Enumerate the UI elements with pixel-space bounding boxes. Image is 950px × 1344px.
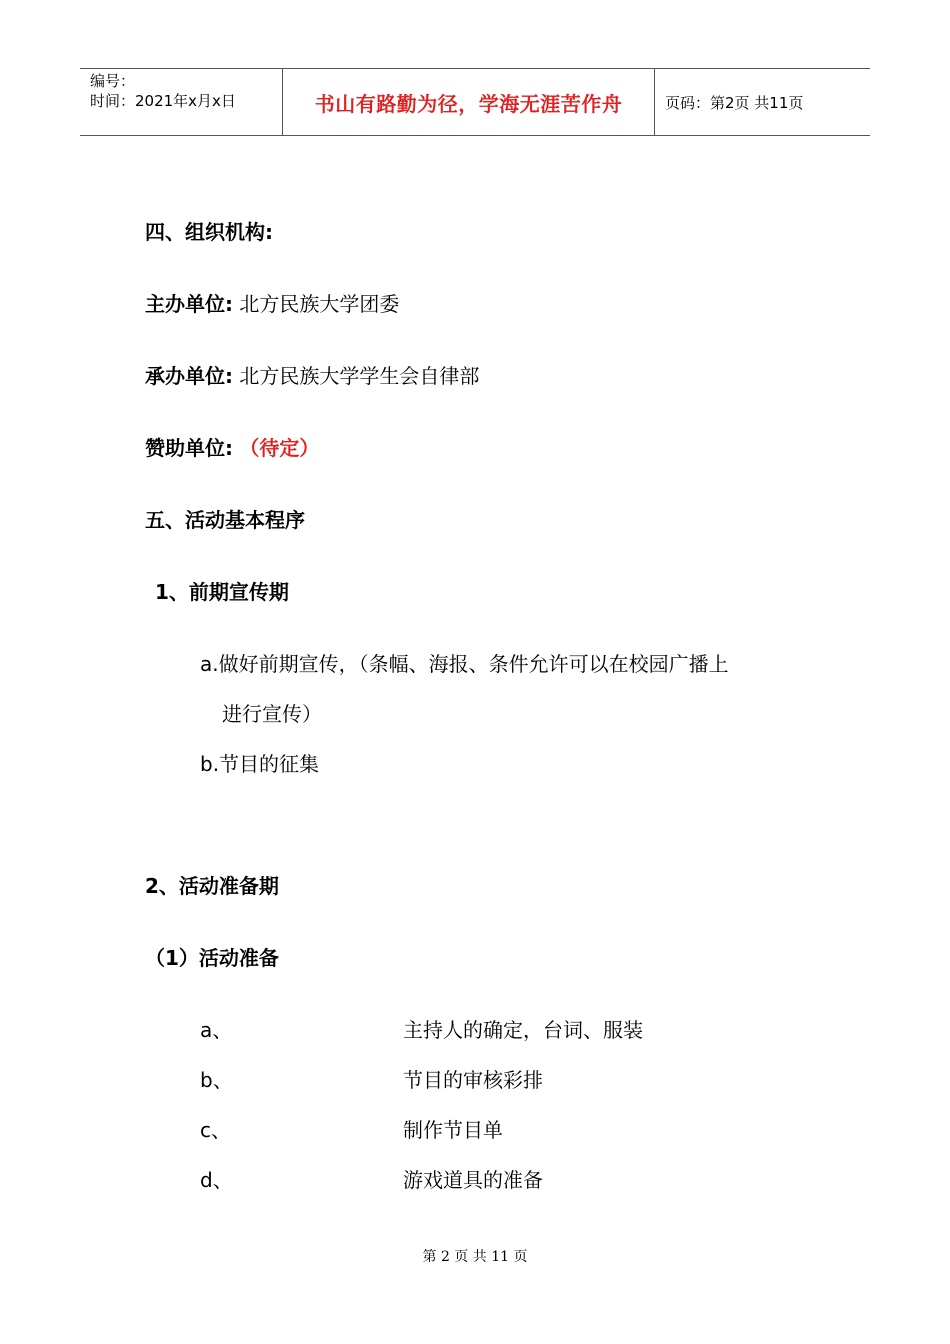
host-value: 北方民族大学团委: [239, 292, 400, 316]
header-motto: 书山有路勤为径，学海无涯苦作舟: [282, 69, 655, 135]
host-row: [145, 290, 399, 318]
list-item-marker: b、: [200, 1068, 233, 1092]
page-header: [80, 68, 870, 136]
header-meta: [80, 69, 282, 135]
list-item: 主持人的确定，台词、服装: [403, 1018, 643, 1042]
time-label: 时间：2021年x月x日: [90, 92, 236, 110]
section5-title: 五、活动基本程序: [145, 508, 305, 532]
sub1-title: （1）活动准备: [145, 946, 279, 970]
phase1-a-line1: a.做好前期宣传，（条幅、海报、条件允许可以在校园广播上: [200, 652, 729, 676]
header-page-info: 页码：第2页 共11页: [665, 93, 804, 112]
page-footer: 第 2 页 共 11 页: [422, 1249, 528, 1265]
section4-title: 四、组织机构:: [145, 220, 273, 244]
sponsor-row: [145, 434, 319, 462]
list-item-marker: d、: [200, 1168, 233, 1192]
organizer-value: 北方民族大学学生会自律部: [239, 364, 480, 388]
sponsor-value: （待定）: [239, 436, 320, 460]
list-item: 节目的审核彩排: [403, 1068, 543, 1092]
phase1-a-line2: 进行宣传）: [222, 702, 322, 726]
phase1-title: 1、前期宣传期: [155, 580, 289, 604]
list-item: 制作节目单: [403, 1118, 503, 1142]
list-item: 游戏道具的准备: [403, 1168, 543, 1192]
sponsor-label: 赞助单位:: [145, 436, 233, 460]
organizer-label: 承办单位:: [145, 364, 233, 388]
phase2-title: 2、活动准备期: [145, 874, 279, 898]
host-label: 主办单位:: [145, 292, 233, 316]
organizer-row: [145, 362, 479, 390]
number-label: 编号：: [90, 72, 136, 90]
list-item-marker: a、: [200, 1018, 233, 1042]
phase1-b: b.节目的征集: [200, 752, 320, 776]
list-item-marker: c、: [200, 1118, 231, 1142]
